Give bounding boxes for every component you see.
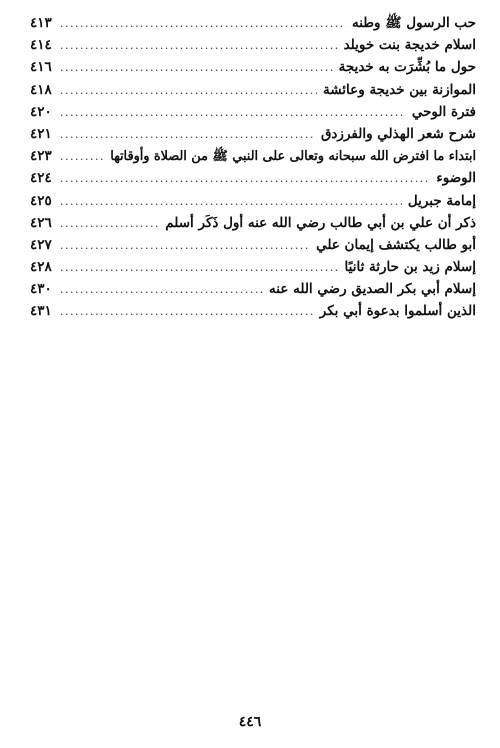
toc-entry-page: ٤١٤ (30, 37, 52, 54)
toc-row (30, 256, 476, 278)
toc-entry-page: ٤١٨ (30, 81, 52, 98)
toc-row (30, 34, 476, 56)
toc-row (30, 56, 476, 78)
dot-leader (60, 102, 406, 124)
dot-leader (60, 213, 159, 235)
dot-leader (60, 168, 430, 190)
toc-entry-title: ابتداء ما افترض الله سبحانه وتعالى على النبي ﷺ من الصلاة وأوقاتها (110, 149, 476, 165)
toc-entry-page: ٤٢٠ (30, 103, 52, 120)
toc-entry-page: ٤٢٨ (30, 259, 52, 276)
toc-row (30, 234, 476, 256)
toc-row (30, 278, 476, 300)
toc-entry-page: ٤٣٠ (30, 281, 52, 298)
dot-leader (60, 13, 346, 35)
toc-entry-page: ٤١٣ (30, 15, 52, 31)
toc-entry-title: إمامة جبريل (407, 192, 476, 209)
toc-row (30, 190, 476, 212)
toc-entry-title: اسلام خديجة بنت خويلد (343, 37, 476, 54)
toc-entry-page: ٤٢١ (30, 125, 52, 142)
page-number: ٤٤٦ (238, 714, 262, 730)
toc-entry-page: ٤١٦ (30, 59, 52, 76)
dot-leader (60, 279, 263, 301)
toc-row (30, 12, 476, 34)
toc-entry-page: ٤٢٥ (30, 192, 52, 209)
dot-leader (60, 35, 338, 57)
toc-entry-page: ٤٢٦ (30, 214, 52, 231)
toc-row (30, 101, 476, 123)
toc-entry-title: فترة الوحي (411, 103, 476, 120)
toc-entry-title: الموازنة بين خديجة وعائشة (323, 81, 476, 98)
toc-entry-title: حب الرسول ﷺ وطنه (352, 15, 476, 31)
toc-entry-title: حول ما بُشِّرَت به خديجة (338, 59, 476, 76)
toc-entry-title: الوضوء (436, 170, 476, 187)
dot-leader (60, 124, 315, 146)
toc-entry-page: ٤٢٣ (30, 148, 52, 165)
dot-leader (60, 57, 333, 79)
table-of-contents (30, 12, 476, 323)
toc-entry-page: ٤٢٧ (30, 236, 52, 253)
dot-leader (60, 235, 310, 257)
dot-leader (60, 257, 339, 279)
toc-row (30, 123, 476, 145)
dot-leader (60, 301, 314, 323)
toc-entry-page: ٤٢٤ (30, 170, 52, 187)
toc-entry-title: إسلام زيد بن حارثة ثانيًا (344, 259, 476, 276)
toc-row (30, 167, 476, 189)
toc-entry-page: ٤٣١ (30, 303, 52, 320)
toc-entry-title: شرح شعر الهذلي والفرزدق (320, 125, 476, 142)
dot-leader (60, 80, 317, 102)
toc-row (30, 300, 476, 322)
dot-leader (60, 146, 104, 168)
toc-entry-title: أبو طالب يكتشف إيمان علي (316, 236, 476, 253)
dot-leader (60, 191, 402, 213)
toc-entry-title: الذين أسلموا بدعوة أبي بكر (319, 303, 476, 320)
toc-row (30, 212, 476, 234)
toc-entry-title: إسلام أبي بكر الصديق رضي الله عنه (269, 281, 476, 298)
toc-entry-title: ذكر أن علي بن أبي طالب رضي الله عنه أول ذَكَر أسلم (165, 214, 476, 231)
toc-row (30, 145, 476, 167)
toc-row (30, 79, 476, 101)
